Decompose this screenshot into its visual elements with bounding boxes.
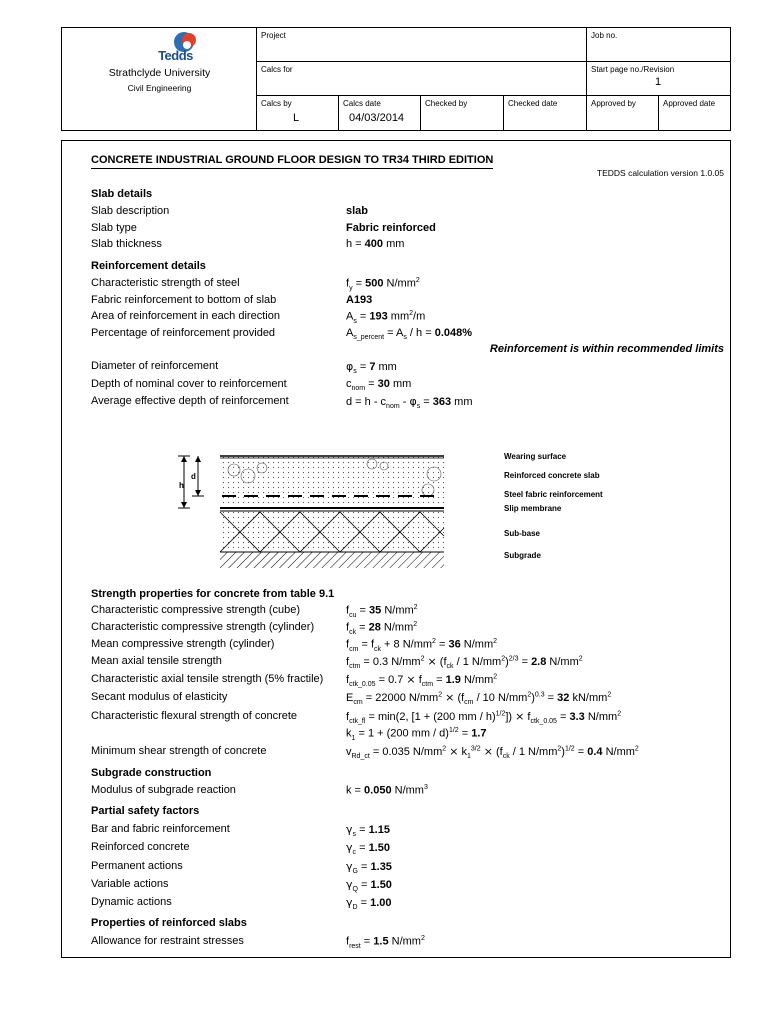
steel-strength-label: Characteristic strength of steel — [91, 277, 240, 289]
fck-value: $f_{ck} = 28$ $N/mm^2$ — [346, 621, 418, 636]
logo-area — [62, 28, 257, 131]
gamma-q-value: $\gamma_Q = 1.50$ — [346, 878, 392, 894]
fck-label: Characteristic compressive strength (cylinder) — [91, 621, 315, 633]
effective-depth-label: Average effective depth of reinforcement — [91, 395, 289, 407]
fcm-value: $f_{cm} = f_{ck} + 8$ $N/mm^2 = 36$ $N/mm^2$ — [346, 638, 498, 653]
gamma-g-label: Permanent actions — [91, 860, 183, 872]
diameter-value: $\varphi_s = 7$ mm — [346, 360, 397, 376]
header-block — [61, 27, 731, 131]
brand-name: Tedds — [158, 48, 193, 63]
slab-description-value: slab — [346, 205, 369, 217]
approved-date-cell: Approved date — [663, 99, 716, 108]
calcs-by-value: L — [293, 112, 300, 124]
section-subgrade: Subgrade construction — [91, 767, 212, 779]
project-cell: Project — [257, 28, 587, 62]
reinforcement-check-note: Reinforcement is within recommended limits — [489, 343, 724, 355]
subgrade-k-value: k = 0.050 $N/mm^3$ — [346, 784, 428, 797]
gamma-c-label: Reinforced concrete — [91, 841, 190, 853]
fctk-value: $f_{ctk\_0.05} = 0.7 \times f_{ctm} = 1.9$ $N/mm^2$ — [346, 673, 498, 689]
fabric-label: Fabric reinforcement to bottom of slab — [91, 294, 277, 306]
university-name: Strathclyde University — [108, 67, 211, 79]
slab-type-label: Slab type — [91, 222, 137, 234]
checked-date-cell: Checked date — [504, 96, 587, 131]
diagram-label-subgrade: Subgrade — [504, 551, 541, 560]
dimension-h-label: h — [179, 481, 184, 490]
start-page-value: 1 — [655, 76, 662, 88]
diagram-label-slab: Reinforced concrete slab — [504, 471, 600, 480]
checked-by-cell: Checked by — [421, 96, 504, 131]
fctkfl-value: $f_{ctk\_fl} = \min(2$, [1 + (200 mm / $h)^{1/2}]) \times f_{ctk\_0.05} = 3.3$ $N/mm^2$ — [346, 710, 622, 726]
slab-section-diagram — [172, 446, 472, 576]
diagram-label-wearing-surface: Wearing surface — [504, 452, 567, 461]
diagram-label-fabric: Steel fabric reinforcement — [504, 490, 603, 499]
approved-by-cell: Approved by — [587, 96, 659, 131]
fcu-label: Characteristic compressive strength (cube) — [91, 604, 301, 616]
slab-thickness-value: h = 400 mm — [346, 238, 405, 250]
restraint-label: Allowance for restraint stresses — [91, 935, 244, 947]
gamma-s-value: $\gamma_s = 1.15$ — [346, 823, 390, 839]
ecm-value: $E_{cm} = 22000$ $N/mm^2 \times (f_{cm} / 10$ $N/mm^2)^{0.3} = 32$ $kN/mm^2$ — [346, 691, 612, 707]
fcu-value: $f_{cu} = 35$ $N/mm^2$ — [346, 604, 418, 619]
start-page-cell: Start page no./Revision 1 — [587, 62, 731, 96]
calcs-for-cell: Calcs for — [257, 62, 587, 96]
diagram-label-membrane: Slip membrane — [504, 504, 562, 513]
cover-label: Depth of nominal cover to reinforcement — [91, 378, 287, 390]
diagram-label-subbase: Sub-base — [504, 529, 541, 538]
steel-strength-value: $f_y = 500$ $N/mm^2$ — [346, 277, 420, 292]
section-safety-factors: Partial safety factors — [91, 805, 200, 817]
gamma-d-label: Dynamic actions — [91, 896, 172, 908]
percentage-label: Percentage of reinforcement provided — [91, 327, 276, 339]
slab-type-value: Fabric reinforced — [346, 222, 436, 234]
gamma-g-value: $\gamma_G = 1.35$ — [346, 860, 392, 876]
fcm-label: Mean compressive strength (cylinder) — [91, 638, 275, 650]
restraint-value: $f_{rest} = 1.5$ $N/mm^2$ — [346, 935, 425, 950]
section-strength: Strength properties for concrete from table 9.1 — [91, 588, 335, 600]
fabric-value: A193 — [346, 294, 373, 306]
fctm-label: Mean axial tensile strength — [91, 655, 222, 667]
k1-value: $k_1 = 1 + (200$ mm / d)$^{1/2}$ = 1.7 — [346, 727, 487, 742]
diameter-label: Diameter of reinforcement — [91, 360, 219, 372]
slab-description-label: Slab description — [91, 205, 170, 217]
ecm-label: Secant modulus of elasticity — [91, 691, 228, 703]
department-name: Civil Engineering — [127, 83, 192, 93]
calculation-body — [61, 140, 731, 958]
percentage-value: $A_{s\_percent} = A_s / h = 0.048\%$ — [346, 327, 473, 342]
version-text: TEDDS calculation version 1.0.05 — [596, 168, 724, 178]
vrd-value: $v_{Rd\_ct} = 0.035$ $N/mm^2 \times k_1^{3/2} \times (f_{ck} / 1$ $N/mm^2)^{1/2} = 0.4$ $N/mm^2$ — [346, 745, 639, 761]
fctkfl-label: Characteristic flexural strength of concrete — [91, 710, 298, 722]
area-value: $A_s = 193$ $mm^2/m$ — [346, 310, 426, 325]
section-reinforced-slab-props: Properties of reinforced slabs — [91, 917, 247, 929]
gamma-d-value: $\gamma_D = 1.00$ — [346, 896, 392, 912]
dimension-d-label: d — [191, 472, 196, 481]
calcs-date-value: 04/03/2014 — [349, 112, 405, 124]
job-no-cell: Job no. — [587, 28, 731, 62]
subgrade-k-label: Modulus of subgrade reaction — [91, 784, 236, 796]
vrd-label: Minimum shear strength of concrete — [91, 745, 267, 757]
section-reinforcement: Reinforcement details — [91, 260, 206, 272]
section-slab-details: Slab details — [91, 188, 153, 200]
gamma-q-label: Variable actions — [91, 878, 169, 890]
calcs-date-cell: Calcs date 04/03/2014 — [339, 96, 421, 131]
page-title: CONCRETE INDUSTRIAL GROUND FLOOR DESIGN TO TR34 THIRD EDITION — [91, 154, 493, 169]
gamma-c-value: $\gamma_c = 1.50$ — [346, 841, 390, 857]
slab-thickness-label: Slab thickness — [91, 238, 162, 250]
fctm-value: $f_{ctm} = 0.3$ $N/mm^2 \times (f_{ck} / 1$ $N/mm^2)^{2/3} = 2.8$ $N/mm^2$ — [346, 655, 583, 671]
cover-value: $c_{nom} = 30$ mm — [346, 378, 412, 393]
calcs-by-cell: Calcs by L — [257, 96, 339, 131]
area-label: Area of reinforcement in each direction — [91, 310, 280, 322]
fctk-label: Characteristic axial tensile strength (5% fractile) — [91, 673, 324, 685]
gamma-s-label: Bar and fabric reinforcement — [91, 823, 230, 835]
effective-depth-value: $d = h - c_{nom} - \varphi_s = 363$ mm — [346, 395, 473, 411]
